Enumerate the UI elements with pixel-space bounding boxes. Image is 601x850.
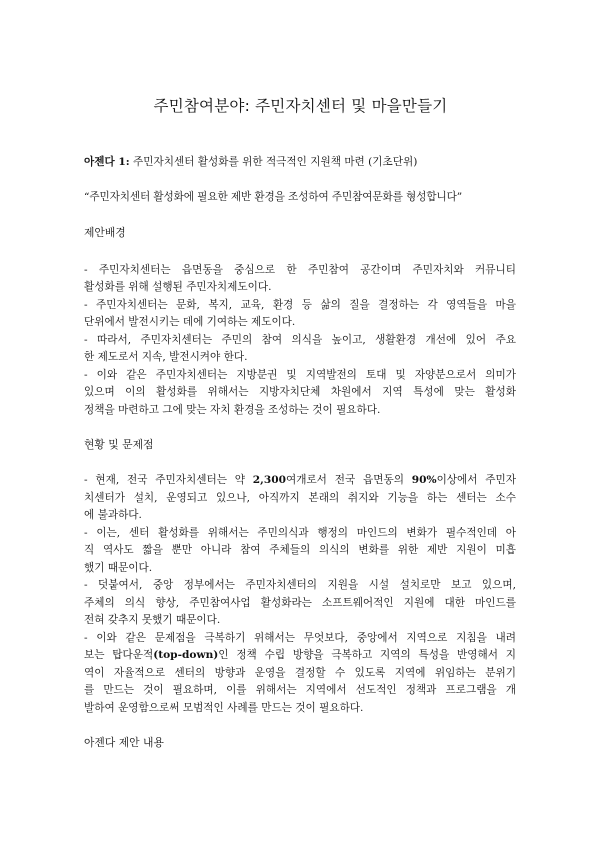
background-line-9: 정책을 마련하고 그에 맞는 자치 환경을 조성하는 것이 필요하다. bbox=[84, 404, 381, 416]
agenda-line bbox=[84, 157, 417, 168]
status-line-1-part-c: 여개로서 전국 읍면동의 bbox=[285, 474, 412, 486]
status-top-down: (top-down) bbox=[153, 649, 219, 661]
status-line-2: 치센터가 설치, 운영되고 있으나, 아직까지 본래의 취지와 기능을 하는 센터는 소수 bbox=[84, 492, 516, 504]
status-line-11-part-c: 인 정책 수립 방향을 극복하고 지역의 특성을 반영해서 지 bbox=[218, 649, 516, 661]
status-percent: 90% bbox=[411, 474, 437, 486]
status-line-4: - 이는, 센터 활성화를 위해서는 주민의식과 행정의 마인드의 변화가 필수적인데 아 bbox=[84, 527, 516, 539]
background-line-7: - 이와 같은 주민자치센터는 지방분권 및 지역발전의 토대 및 자양분으로서 의미가 bbox=[84, 369, 516, 381]
background-line-6: 한 제도로서 지속, 발전시켜야 한다. bbox=[84, 351, 248, 363]
background-line-1: - 주민자치센터는 읍면동을 중심으로 한 주민참여 공간이며 주민자치와 커뮤니티 bbox=[84, 264, 516, 276]
status-line-1-part-a: - 현재, 전국 주민자치센터는 약 bbox=[84, 474, 253, 486]
section-heading-proposal: 아젠다 제안 내용 bbox=[84, 736, 164, 749]
status-line-5: 직 역사도 짧을 뿐만 아니라 참여 주체들의 의식의 변화를 위한 제반 지원이 미흡 bbox=[84, 544, 516, 556]
status-count: 2,300 bbox=[252, 474, 286, 486]
background-line-4: 단위에서 발전시키는 데에 기여하는 제도이다. bbox=[84, 316, 296, 328]
status-line-1-part-e: 이상에서 주민자 bbox=[436, 474, 517, 486]
slogan: “주민자치센터 활성화에 필요한 제반 환경을 조성하여 주민참여문화를 형성합니다” bbox=[84, 191, 463, 203]
agenda-text: 주민자치센터 활성화를 위한 적극적인 지원책 마련 (기초단위) bbox=[129, 156, 418, 168]
status-line-9: 전혀 갖추지 못했기 때문이다. bbox=[84, 614, 221, 626]
section-heading-status: 현황 및 문제점 bbox=[84, 438, 154, 451]
background-line-3: - 주민자치센터는 문화, 복지, 교육, 환경 등 삶의 질을 결정하는 각 영역들을 마을 bbox=[84, 299, 516, 311]
agenda-label: 아젠다 1: bbox=[84, 156, 130, 168]
background-line-5: - 따라서, 주민자치센터는 주민의 참여 의식을 높이고, 생활환경 개선에 있어 주요 bbox=[84, 334, 516, 346]
status-line-6: 했기 때문이다. bbox=[84, 562, 153, 574]
status-line-11 bbox=[84, 650, 516, 661]
background-line-8: 있으며 이의 활성화를 위해서는 지방자치단체 차원에서 지역 특성에 맞는 활성화 bbox=[84, 386, 516, 398]
status-line-12: 역이 자율적으로 센터의 방향과 운영을 결정할 수 있도록 지역에 위임하는 분위기 bbox=[84, 667, 516, 679]
section-heading-background: 제안배경 bbox=[84, 226, 126, 239]
page-title: 주민참여분야: 주민자치센터 및 마을만들기 bbox=[153, 97, 448, 115]
status-line-1 bbox=[84, 475, 516, 486]
status-line-3: 에 불과하다. bbox=[84, 509, 142, 521]
background-line-2: 활성화를 위해 설행된 주민자치제도이다. bbox=[84, 281, 272, 293]
status-line-10: - 이와 같은 문제점을 극복하기 위해서는 무엇보다, 중앙에서 지역으로 지침을 내려 bbox=[84, 632, 516, 644]
status-line-13: 를 만드는 것이 필요하며, 이를 위해서는 지역에서 선도적인 정책과 프로그램을 개 bbox=[84, 684, 516, 696]
status-line-14: 발하여 운영함으로써 모범적인 사례를 만드는 것이 필요하다. bbox=[84, 702, 364, 714]
status-line-11-part-a: 보는 탑다운적 bbox=[84, 649, 154, 661]
status-line-8: 주체의 의식 향상, 주민참여사업 활성화라는 소프트웨어적인 지원에 대한 마인드를 bbox=[84, 597, 516, 609]
status-line-7: - 덧붙여서, 중앙 정부에서는 주민자치센터의 지원을 시설 설치로만 보고 있으며, bbox=[84, 579, 516, 591]
